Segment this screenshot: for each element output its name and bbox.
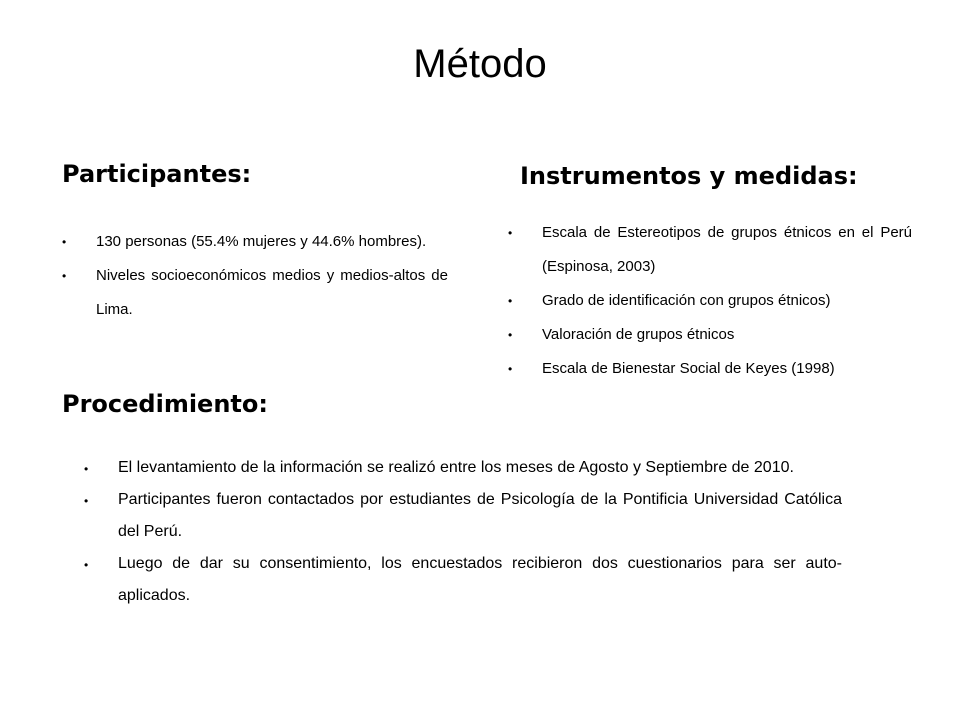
list-item [62,259,448,327]
list-item-text: Escala de Bienestar Social de Keyes (1998) [542,360,835,377]
slide-title: Método [413,42,547,86]
list-item-text: El levantamiento de la información se realizó entre los meses de Agosto y Septiembre de 2010. [118,459,794,476]
list-item-text: Luego de dar su consentimiento, los encuestados recibieron dos cuestionarios para ser auto-aplicados. [118,555,842,604]
participantes-heading: Participantes: [62,160,252,188]
bullet-icon: • [508,362,513,376]
list-item-text: Participantes fueron contactados por estudiantes de Psicología de la Pontificia Universidad Católica del Perú. [118,491,842,540]
bullet-icon: • [62,269,67,283]
bullet-icon: • [508,328,513,342]
bullet-icon: • [84,494,89,508]
bullet-icon: • [508,294,513,308]
list-item [84,484,842,548]
list-item [62,225,448,259]
instrumentos-list [508,216,912,386]
bullet-icon: • [84,558,89,572]
list-item-text: Valoración de grupos étnicos [542,326,735,343]
list-item [84,548,842,612]
list-item [508,352,912,386]
list-item [508,318,912,352]
instrumentos-heading: Instrumentos y medidas: [520,162,858,190]
procedimiento-heading: Procedimiento: [62,390,268,418]
list-item-text: 130 personas (55.4% mujeres y 44.6% hombres). [96,233,427,250]
bullet-icon: • [62,235,67,249]
list-item [508,216,912,284]
list-item-text: Grado de identificación con grupos étnicos) [542,292,831,309]
procedimiento-list [84,452,842,612]
list-item-text: Niveles socioeconómicos medios y medios-altos de Lima. [96,267,448,318]
list-item-text: Escala de Estereotipos de grupos étnicos en el Perú (Espinosa, 2003) [542,224,912,275]
list-item [508,284,912,318]
participantes-list [62,225,448,327]
list-item [84,452,842,484]
bullet-icon: • [508,226,513,240]
bullet-icon: • [84,462,89,476]
